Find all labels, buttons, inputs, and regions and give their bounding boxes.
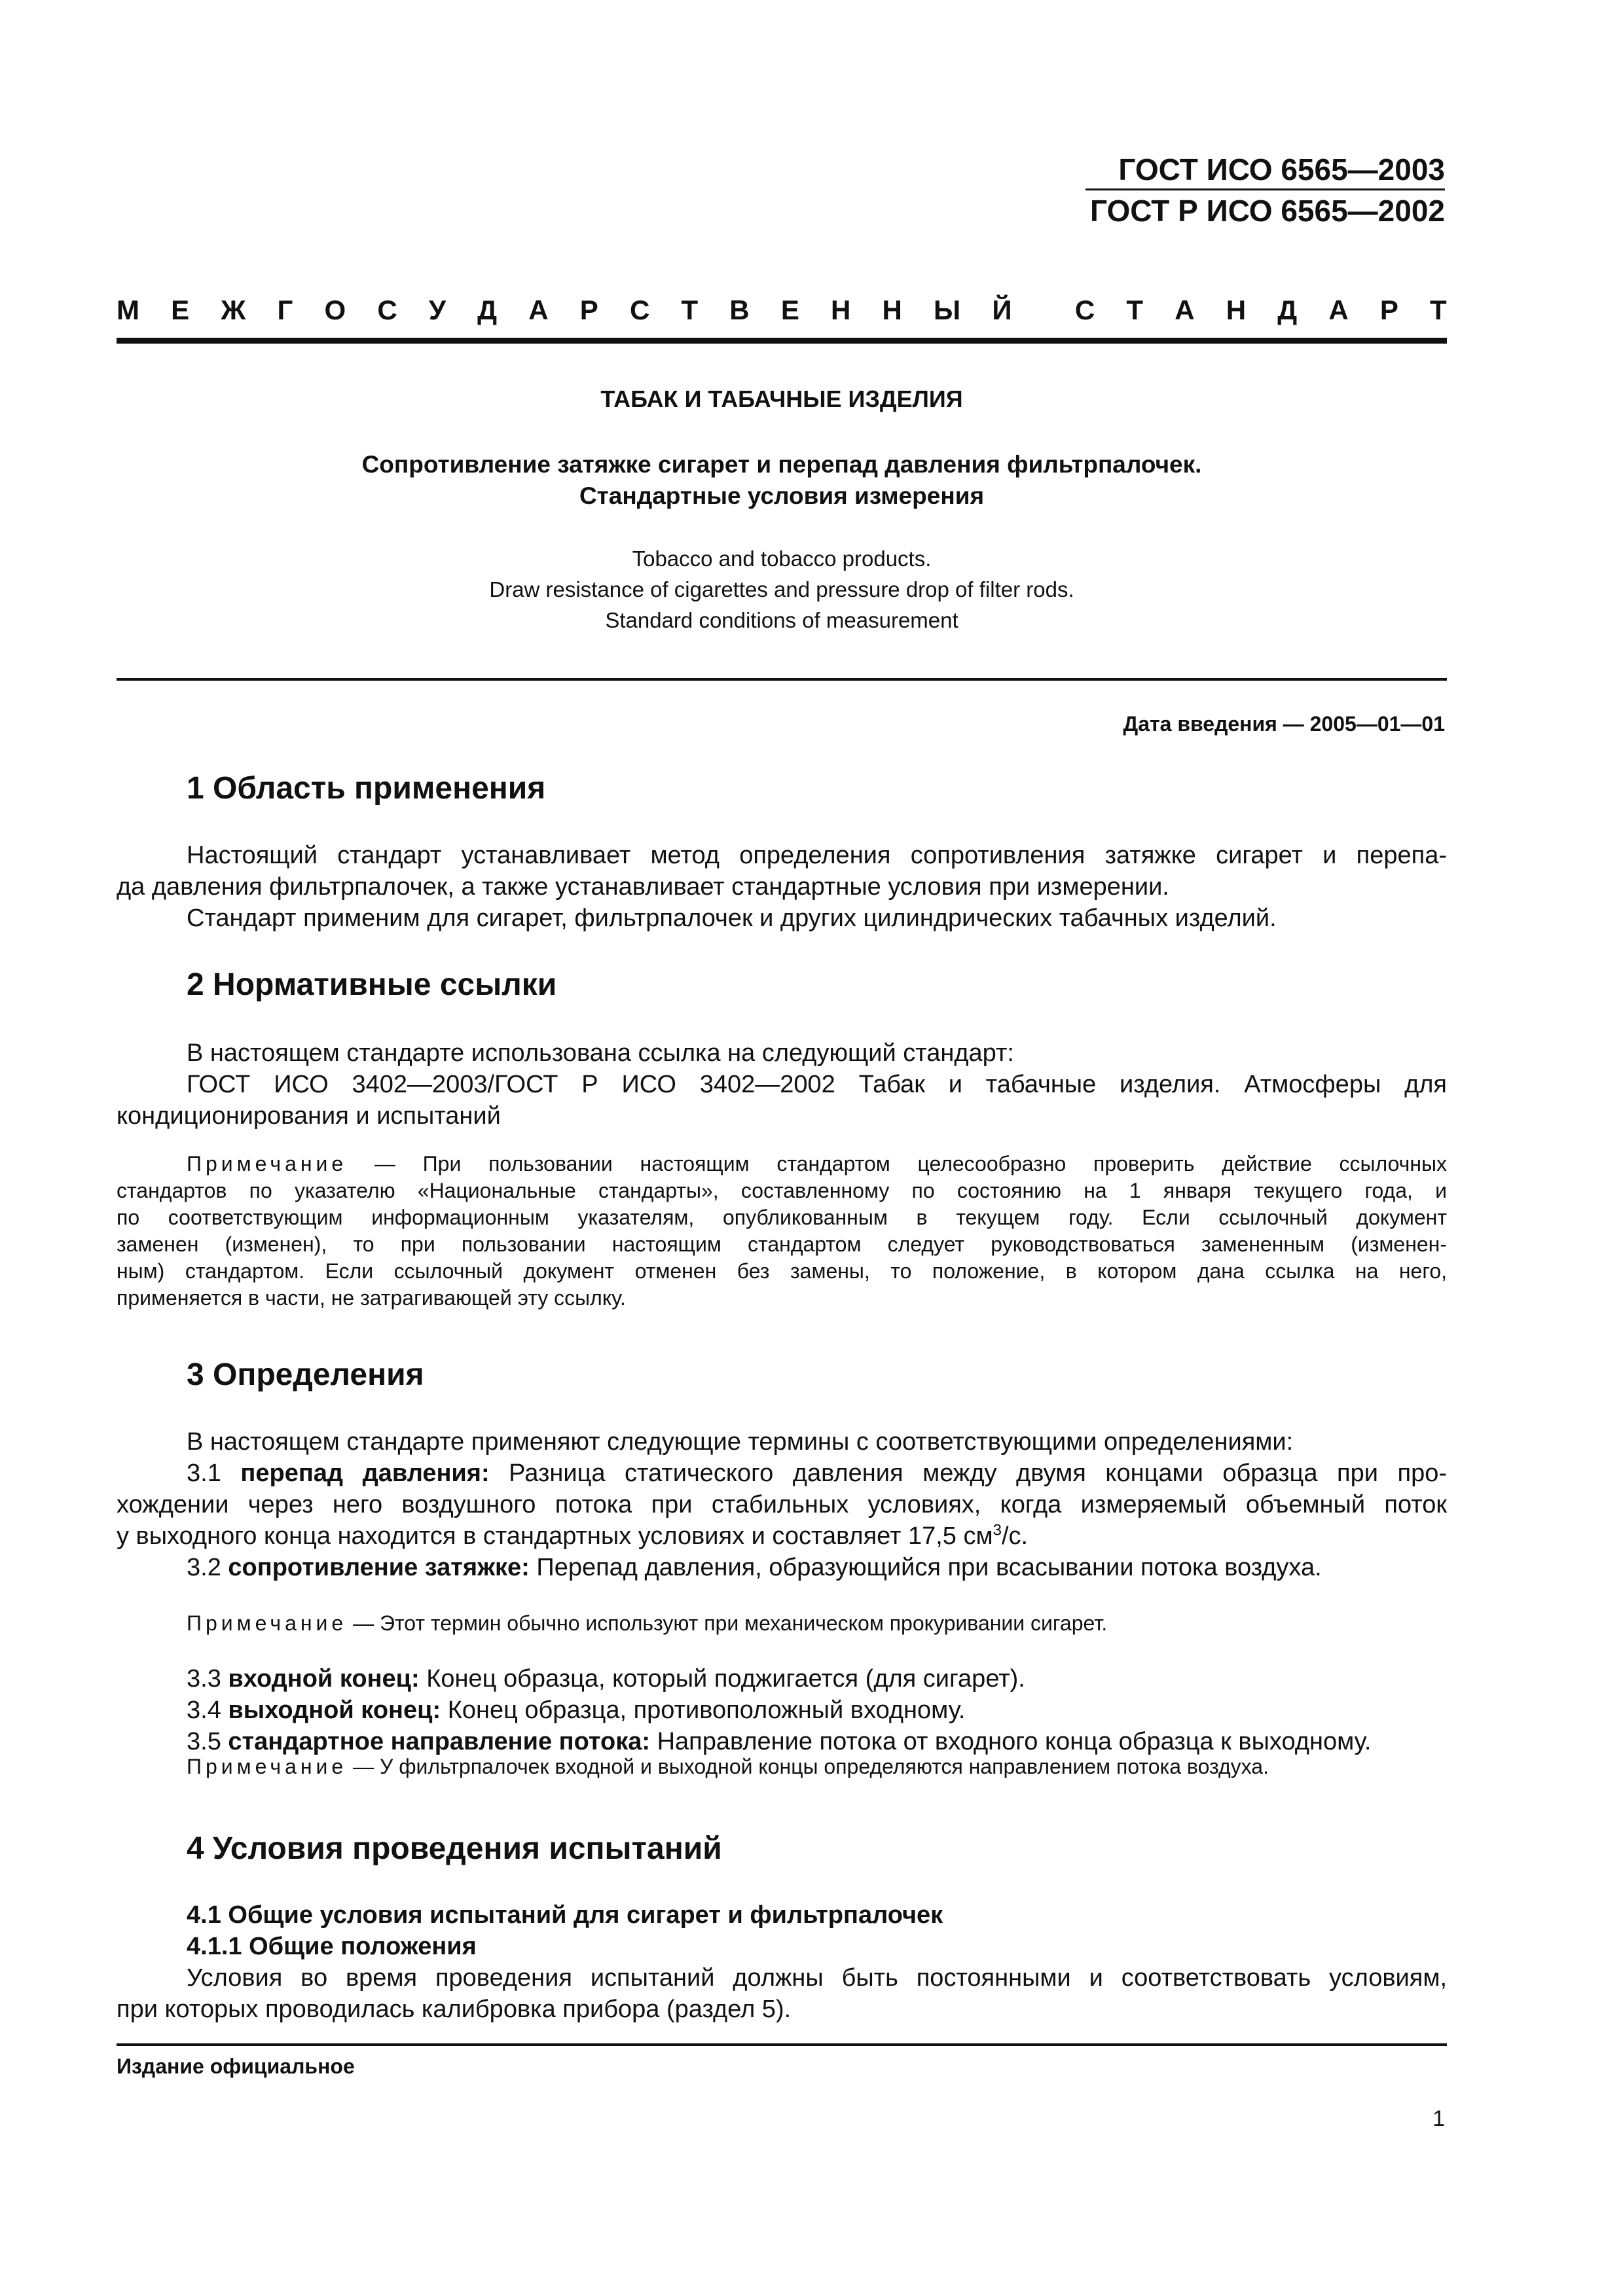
section-3-note-2 [117, 1753, 1447, 1780]
standard-type-letter: О [324, 295, 346, 325]
title-russian-line: Сопротивление затяжке сигарет и перепад давления фильтрпалочек. [361, 451, 1202, 478]
note-line: заменен (изменен), то при пользовании настоящим стандартом следует руководствоваться замененным (изменен- [117, 1232, 1447, 1256]
title-english-line: Standard conditions of measurement [605, 608, 958, 632]
header-divider [117, 338, 1447, 344]
text-line: у выходного конца находится в стандартных условиях и составляет 17,5 $см^3/с$. [117, 1521, 1029, 1550]
standard-type-letter: Г [277, 295, 293, 325]
standard-type-letter: Н [831, 295, 851, 325]
standard-type-letter: Е [780, 295, 799, 325]
footer-divider [117, 2043, 1447, 2046]
standard-type-letter: Ж [221, 295, 246, 325]
standard-type-letter: А [1175, 295, 1195, 325]
definition-3-1: 3.1 перепад давления: Разница статического давления между двумя концами образца при про- [187, 1460, 1447, 1487]
subsection-4-1-heading: 4.1 Общие условия испытаний для сигарет и фильтрпалочек [187, 1901, 943, 1929]
standard-type-letter: М [117, 295, 139, 325]
section-4-heading: 4 Условия проведения испытаний [187, 1831, 722, 1866]
introduction-date: Дата введения — 2005—01—01 [1123, 712, 1445, 736]
standard-type-letter: Р [579, 295, 598, 325]
standard-type-letter: Т [1430, 295, 1447, 325]
section-3-note-1 [117, 1610, 1447, 1637]
standard-type-heading [117, 291, 1447, 330]
section-3-definitions [117, 1426, 1447, 1583]
standard-code-block [1085, 149, 1445, 231]
title-upper: ТАБАК И ТАБАЧНЫЕ ИЗДЕЛИЯ [600, 386, 963, 412]
standard-type-letter: Т [1126, 295, 1144, 325]
standard-type-letter: Т [681, 295, 699, 325]
definition-3-4: 3.4 выходной конец: Конец образца, противоположный входному. [187, 1696, 966, 1724]
section-1-heading: 1 Область применения [187, 771, 546, 806]
standard-type-letter: Н [882, 295, 902, 325]
text-line: да давления фильтрпалочек, а также устанавливает стандартные условия при измерении. [117, 873, 1169, 901]
standard-type-letter: В [729, 295, 750, 325]
edition-label: Издание официальное [117, 2054, 355, 2078]
note-line: Примечание — У фильтрпалочек входной и выходной концы определяются направлением потока воздуха. [187, 1755, 1269, 1778]
text-line: ГОСТ ИСО 3402—2003/ГОСТ Р ИСО 3402—2002 Табак и табачные изделия. Атмосферы для [187, 1071, 1447, 1098]
title-russian-line: Стандартные условия измерения [579, 482, 985, 509]
text-line: при которых проводилась калибровка прибора (раздел 5). [117, 1996, 792, 2023]
note-line: Примечание — При пользовании настоящим стандартом целесообразно проверить действие ссылочных [187, 1152, 1447, 1175]
section-2-paragraph [117, 1037, 1447, 1132]
subsection-4-1-1-heading: 4.1.1 Общие положения [187, 1933, 477, 1960]
section-1-paragraph [117, 840, 1447, 934]
section-2-heading: 2 Нормативные ссылки [187, 967, 557, 1002]
note-line: ным) стандартом. Если ссылочный документ отменен без замены, то положение, в котором дана ссылка на него, [117, 1259, 1447, 1283]
standard-type-letter: Е [171, 295, 190, 325]
text-line: В настоящем стандарте использована ссылка на следующий стандарт: [187, 1039, 1014, 1067]
text-line: Стандарт применим для сигарет, фильтрпалочек и других цилиндрических табачных изделий. [187, 905, 1277, 932]
note-line: Примечание — Этот термин обычно используют при механическом прокуривании сигарет. [187, 1611, 1108, 1635]
definition-3-5: 3.5 стандартное направление потока: Направление потока от входного конца образца к выходному. [187, 1728, 1372, 1755]
text-line: Настоящий стандарт устанавливает метод определения сопротивления затяжке сигарет и перепа- [187, 842, 1447, 869]
definition-3-3: 3.3 входной конец: Конец образца, который поджигается (для сигарет). [187, 1665, 1025, 1693]
section-3-heading: 3 Определения [187, 1357, 424, 1392]
text-line: В настоящем стандарте применяют следующие термины с соответствующими определениями: [187, 1428, 1294, 1456]
standard-type-letter: Н [1226, 295, 1247, 325]
standard-code-gost-r: ГОСТ Р ИСО 6565—2002 [1089, 194, 1445, 228]
standard-type-letter: Д [477, 295, 498, 325]
definition-3-2: 3.2 сопротивление затяжке: Перепад давления, образующийся при всасывании потока воздуха. [187, 1554, 1322, 1581]
note-line: стандартов по указателю «Национальные стандарты», составленному по состоянию на 1 января текущего года, и [117, 1179, 1447, 1202]
note-line: применяется в части, не затрагивающей эту ссылку. [117, 1286, 626, 1310]
standard-type-letter: У [428, 295, 446, 325]
standard-type-letter: Р [1379, 295, 1398, 325]
standard-type-letter: Й [992, 295, 1012, 325]
title-english-line: Tobacco and tobacco products. [632, 547, 932, 571]
title-english [117, 543, 1447, 636]
text-line: хождении через него воздушного потока при стабильных условиях, когда измеряемый объемный поток [117, 1491, 1447, 1518]
standard-type-letter: А [528, 295, 549, 325]
standard-type-letter: С [1074, 295, 1095, 325]
text-line: кондиционирования и испытаний [117, 1102, 501, 1130]
title-russian [117, 449, 1447, 512]
standard-type-letter: Д [1277, 295, 1298, 325]
standard-type-letter: С [629, 295, 650, 325]
text-line: Условия во время проведения испытаний должны быть постоянными и соответствовать условиям, [187, 1964, 1447, 1992]
section-4-content [117, 1899, 1447, 2025]
title-divider [117, 678, 1447, 681]
section-3-definitions-cont [117, 1663, 1447, 1757]
section-2-note [117, 1151, 1447, 1312]
standard-type-letter: Ы [934, 295, 961, 325]
note-line: по соответствующим информационным указателям, опубликованным в текущем году. Если ссылочный документ [117, 1206, 1447, 1229]
page-number: 1 [1432, 2106, 1445, 2131]
standard-type-letter: А [1328, 295, 1349, 325]
standard-type-letter: С [377, 295, 397, 325]
title-english-line: Draw resistance of cigarettes and pressure drop of filter rods. [489, 577, 1074, 601]
standard-code-gost: ГОСТ ИСО 6565—2003 [1085, 151, 1445, 190]
